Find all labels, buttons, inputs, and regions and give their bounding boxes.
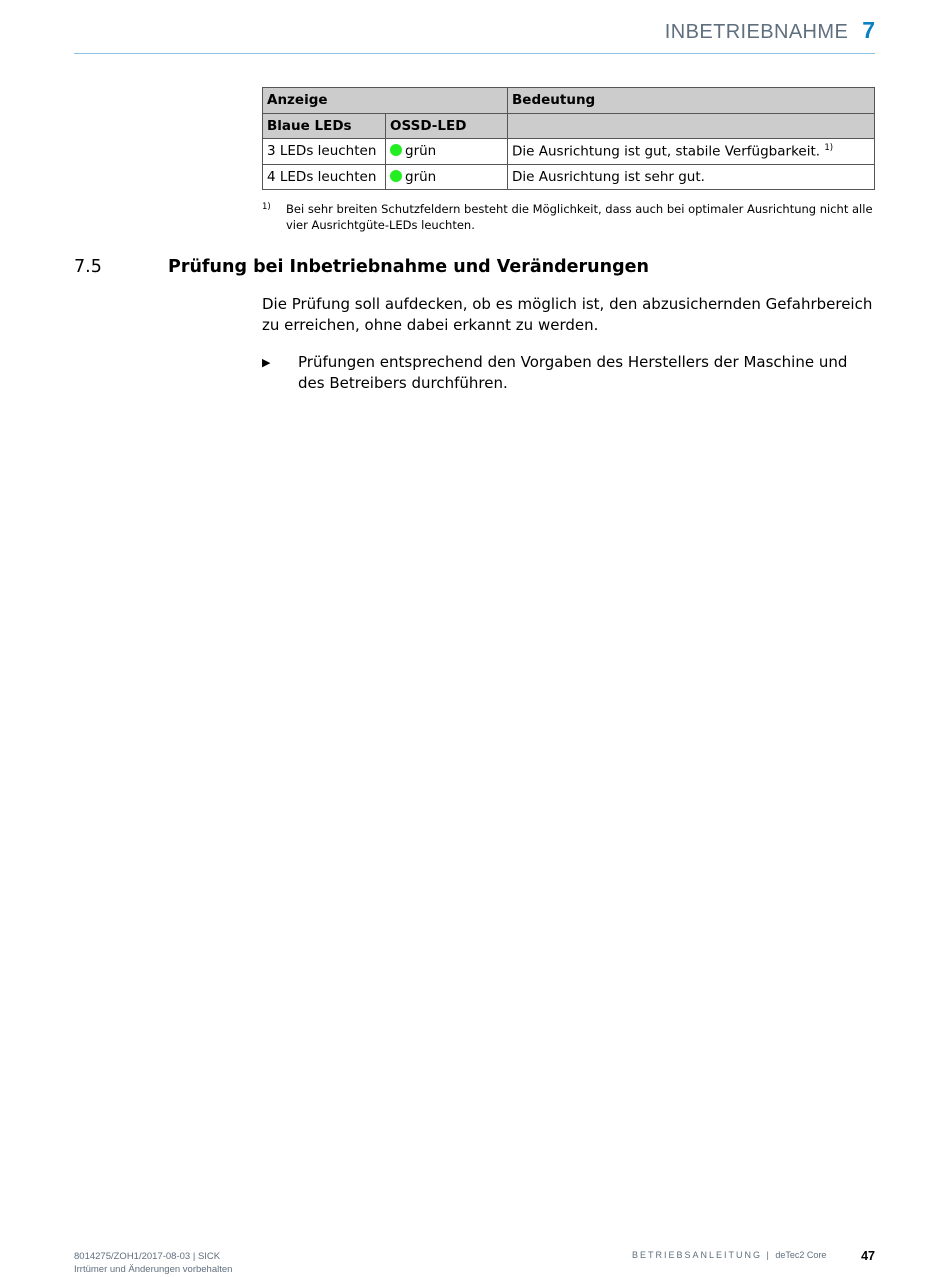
- footer-manual-title: [632, 1250, 826, 1260]
- subheader-blaue-leds: Blaue LEDs: [263, 113, 386, 139]
- chapter-number: 7: [862, 17, 875, 43]
- footnote-mark: 1): [262, 202, 271, 212]
- section-paragraph: Die Prüfung soll aufdecken, ob es möglich ist, den abzusichernden Gefahrbereich zu erreichen, ohne dabei erkannt zu werden.: [262, 295, 873, 334]
- footer-document-info: [74, 1250, 232, 1276]
- cell-blaue-leds: 3 LEDs leuchten: [263, 139, 386, 165]
- led-color-label: grün: [405, 143, 437, 160]
- table-subheader-row: [263, 113, 875, 139]
- chapter-header: [665, 17, 875, 44]
- cell-ossd-led: [386, 139, 508, 165]
- led-color-label: grün: [405, 168, 437, 185]
- header-divider: [74, 53, 875, 54]
- page-number: 47: [861, 1249, 875, 1263]
- footer-doc-type: BETRIEBSANLEITUNG: [632, 1250, 763, 1260]
- chapter-title: INBETRIEBNAHME: [664, 21, 849, 43]
- footnote-text: Bei sehr breiten Schutzfeldern besteht die Möglichkeit, dass auch bei optimaler Ausrichtung nicht alle vier Ausrichtgüte-LEDs leuchten.: [286, 202, 873, 232]
- meaning-text: Die Ausrichtung ist gut, stabile Verfügbarkeit.: [512, 143, 821, 160]
- triangle-right-icon: ▶: [262, 356, 271, 369]
- subheader-ossd-led: OSSD-LED: [386, 113, 508, 139]
- bullet-text: Prüfungen entsprechend den Vorgaben des Herstellers der Maschine und des Betreibers durchführen.: [298, 353, 848, 392]
- footnote-reference: 1): [824, 143, 834, 153]
- section-number: 7.5: [74, 257, 102, 277]
- cell-bedeutung: [508, 139, 875, 165]
- footer-doc-id: 8014275/ZOH1/2017-08-03 | SICK: [74, 1251, 221, 1262]
- table-row: [263, 164, 875, 190]
- cell-ossd-led: [386, 164, 508, 190]
- action-bullet: [262, 352, 875, 394]
- footer-product: deTec2 Core: [775, 1250, 827, 1260]
- footer-disclaimer: Irrtümer und Änderungen vorbehalten: [74, 1264, 233, 1275]
- table-footnote: [262, 201, 877, 233]
- subheader-empty: [508, 113, 875, 139]
- footer-separator: |: [762, 1250, 776, 1260]
- table-header-row: [263, 88, 875, 114]
- column-header-anzeige: Anzeige: [263, 88, 508, 114]
- cell-blaue-leds: 4 LEDs leuchten: [263, 164, 386, 190]
- led-status-table: [262, 87, 875, 190]
- section-heading: Prüfung bei Inbetriebnahme und Veränderungen: [168, 257, 649, 277]
- table-row: [263, 139, 875, 165]
- column-header-bedeutung: Bedeutung: [508, 88, 875, 114]
- cell-bedeutung: [508, 164, 875, 190]
- green-led-icon: [390, 144, 402, 156]
- green-led-icon: [390, 170, 402, 182]
- meaning-text: Die Ausrichtung ist sehr gut.: [512, 168, 705, 185]
